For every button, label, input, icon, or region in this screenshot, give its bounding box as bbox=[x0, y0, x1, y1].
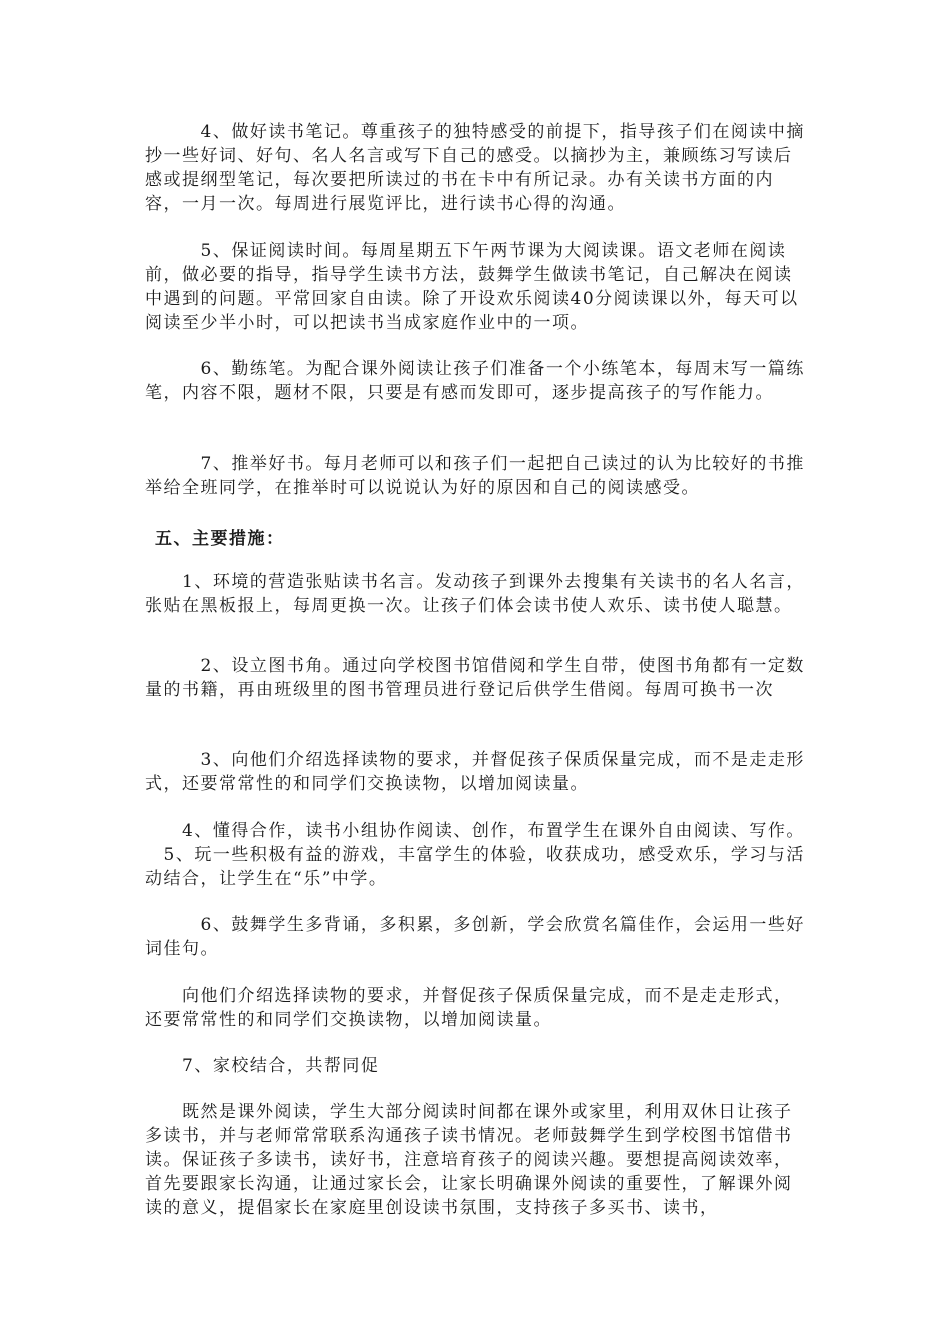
measure-home-school-detail: 既然是课外阅读，学生大部分阅读时间都在课外或家里，利用双休日让孩子多读书，并与老师常常联系沟通孩子读书情况。老师鼓舞学生到学校图书馆借书读。保证孩子多读书，读好书，注意培育孩子的阅读兴趣。要想提高阅读效率，首先要跟家长沟通，让通过家长会，让家长明确课外阅读的重要性，了解课外阅读的意义，提倡家长在家庭里创设读书氛围，支持孩子多买书、读书， bbox=[145, 1102, 793, 1218]
measure-home-school: 7、家校结合，共帮同促 bbox=[145, 1056, 380, 1076]
measure-reading-requirements-repeat: 向他们介绍选择读物的要求，并督促孩子保质保量完成，而不是走走形式，还要常常性的和同学们交换读物，以增加阅读量。 bbox=[145, 986, 793, 1030]
measure-memorize: 6、鼓舞学生多背诵，多积累，多创新，学会欣赏名篇佳作，会运用一些好词佳句。 bbox=[145, 915, 805, 959]
measure-cooperation: 4、懂得合作，读书小组协作阅读、创作，布置学生在课外自由阅读、写作。 bbox=[145, 821, 805, 841]
paragraph-reading-time: 5、保证阅读时间。每周星期五下午两节课为大阅读课。语文老师在阅读前，做必要的指导，指导学生读书方法，鼓舞学生做读书笔记，自己解决在阅读中遇到的问题。平常回家自由读。除了开设欢乐阅读40分阅读课以外，每天可以阅读至少半小时，可以把读书当成家庭作业中的一项。 bbox=[145, 241, 799, 333]
paragraph-writing-practice: 6、勤练笔。为配合课外阅读让孩子们准备一个小练笔本，每周末写一篇练笔，内容不限，题材不限，只要是有感而发即可，逐步提高孩子的写作能力。 bbox=[145, 359, 805, 403]
section-heading: 五、主要措施： bbox=[155, 529, 285, 549]
measure-games: 5、玩一些积极有益的游戏，丰富学生的体验，收获成功，感受欢乐，学习与活动结合，让学生在“乐”中学。 bbox=[145, 845, 805, 889]
paragraph-reading-notes: 4、做好读书笔记。尊重孩子的独特感受的前提下，指导孩子们在阅读中摘抄一些好词、好句、名人名言或写下自己的感受。以摘抄为主，兼顾练习写读后感或提纲型笔记，每次要把所读过的书在卡中有所记录。办有关读书方面的内容，一月一次。每周进行展览评比，进行读书心得的沟通。 bbox=[145, 122, 805, 214]
measure-environment: 1、环境的营造张贴读书名言。发动孩子到课外去搜集有关读书的名人名言，张贴在黑板报上，每周更换一次。让孩子们体会读书使人欢乐、读书使人聪慧。 bbox=[145, 572, 805, 616]
paragraph-recommend-books: 7、推举好书。每月老师可以和孩子们一起把自己读过的认为比较好的书推举给全班同学，在推举时可以说说认为好的原因和自己的阅读感受。 bbox=[145, 454, 805, 498]
measure-book-corner: 2、设立图书角。通过向学校图书馆借阅和学生自带，使图书角都有一定数量的书籍，再由班级里的图书管理员进行登记后供学生借阅。每周可换书一次 bbox=[145, 656, 805, 700]
measure-reading-requirements: 3、向他们介绍选择读物的要求，并督促孩子保质保量完成，而不是走走形式，还要常常性的和同学们交换读物，以增加阅读量。 bbox=[145, 750, 805, 794]
